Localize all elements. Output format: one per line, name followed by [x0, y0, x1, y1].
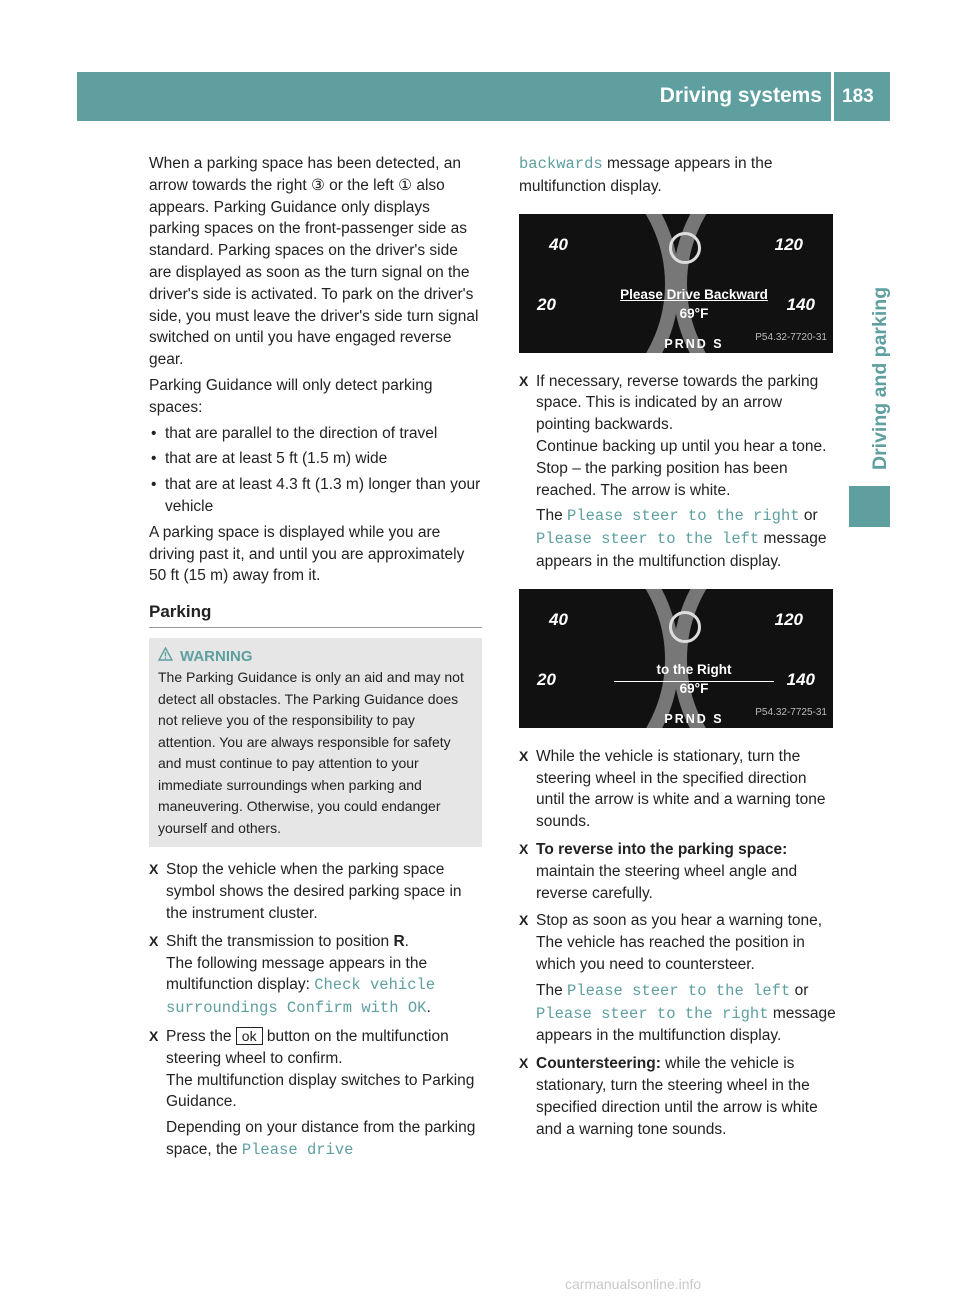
step-item: X Shift the transmission to position R. The following message appears in the multifunction display: Check vehicle surroundings Confirm with OK.: [149, 932, 436, 1018]
callout-3-icon: ③: [310, 176, 325, 194]
bullet-item: • that are parallel to the direction of travel: [149, 423, 482, 445]
bullet-item: • that are at least 5 ft (1.5 m) wide: [149, 448, 482, 470]
ok-button-icon: ok: [236, 1027, 263, 1045]
page-number: 183: [842, 86, 874, 107]
steering-wheel-icon: [669, 611, 701, 643]
step-arrow-icon: X: [519, 747, 529, 764]
page-section-title: Driving systems: [659, 84, 822, 107]
step-item: X While the vehicle is stationary, turn the steering wheel in the specified direction until the arrow is white and a warning tone sounds.: [519, 747, 826, 831]
instrument-cluster-image: 40 20 120 140 Please Drive Backward 69°F PRND S P54.32-7720-31: [519, 214, 833, 353]
steering-wheel-icon: [669, 232, 701, 264]
display-message: Check vehicle surroundings Confirm with OK: [166, 976, 436, 1018]
section-heading: Parking: [149, 601, 482, 628]
callout-1-icon: ①: [398, 176, 413, 194]
step-item: X Stop the vehicle when the parking space symbol shows the desired parking space in the instrument cluster.: [149, 861, 462, 923]
step-item: X Countersteering: while the vehicle is stationary, turn the steering wheel in the specified direction until the arrow is white and a warning tone sounds.: [519, 1055, 818, 1138]
bullet-item: • that are at least 4.3 ft (1.3 m) longer than your vehicle: [149, 474, 482, 518]
displayed-paragraph: A parking space is displayed while you are driving past it, and until you are approximately 50 ft (15 m) away from it.: [149, 523, 465, 585]
step-arrow-icon: X: [519, 372, 529, 389]
continued-paragraph: backwards message appears in the multifunction display.: [519, 155, 773, 195]
step-arrow-icon: X: [519, 840, 529, 857]
step-arrow-icon: X: [149, 1028, 159, 1045]
side-tab-marker: [849, 486, 890, 527]
instrument-cluster-image: 40 20 120 140 to the Right 69°F PRND S P54.32-7725-31: [519, 589, 833, 728]
right-column: [519, 153, 839, 1146]
header-divider: [831, 72, 834, 121]
warning-title: WARNING: [180, 647, 253, 665]
intro-paragraph: When a parking space has been detected, an arrow towards the right ③ or the left ① also appears. Parking Guidance only displays parking spaces on the front-passenger side as standard. Parking spaces on the driver's side are displayed as soon as the turn signal on the driver's side is activated. To park on the driver's side, you must leave the driver's side turn signal switched on until you have engaged reverse gear.: [149, 155, 479, 369]
step-arrow-icon: X: [149, 861, 159, 878]
display-message: backwards: [519, 155, 603, 173]
warning-box: [149, 638, 482, 848]
warning-triangle-icon: [158, 646, 176, 668]
side-tab-label: Driving and parking: [869, 286, 891, 470]
left-column: [149, 153, 482, 1168]
step-arrow-icon: X: [519, 1055, 529, 1072]
step-item: X Press the ok button on the multifunction steering wheel to confirm. The multifunction display switches to Parking Guidance. Depending on your distance from the parking space, the Please drive: [149, 1028, 476, 1159]
watermark: carmanualsonline.info: [565, 1276, 702, 1292]
step-item: X To reverse into the parking space: maintain the steering wheel angle and reverse carefully.: [519, 840, 798, 902]
step-arrow-icon: X: [519, 912, 529, 929]
warning-text: The Parking Guidance is only an aid and may not detect all obstacles. The Parking Guidance does not relieve you of the responsibility to pay attention. You are always responsible for safety and must continue to pay attention to your immediate surroundings when parking and maneuvering. Otherwise, you could endanger yourself and others.: [158, 669, 464, 836]
step-item: X If necessary, reverse towards the parking space. This is indicated by an arrow pointing backwards. Continue backing up until you hear a tone. Stop – the parking position has been reached. The arrow is white. The Please steer to the right or Please steer to the left message appears in the multifunction display.: [519, 372, 827, 570]
step-arrow-icon: X: [149, 932, 159, 949]
step-item: X Stop as soon as you hear a warning tone, The vehicle has reached the position in which you need to countersteer. The Please steer to the left or Please steer to the right message appears in the multifunction display.: [519, 912, 836, 1045]
detect-paragraph: Parking Guidance will only detect parking spaces:: [149, 376, 433, 416]
display-message: Please drive: [241, 1141, 354, 1159]
